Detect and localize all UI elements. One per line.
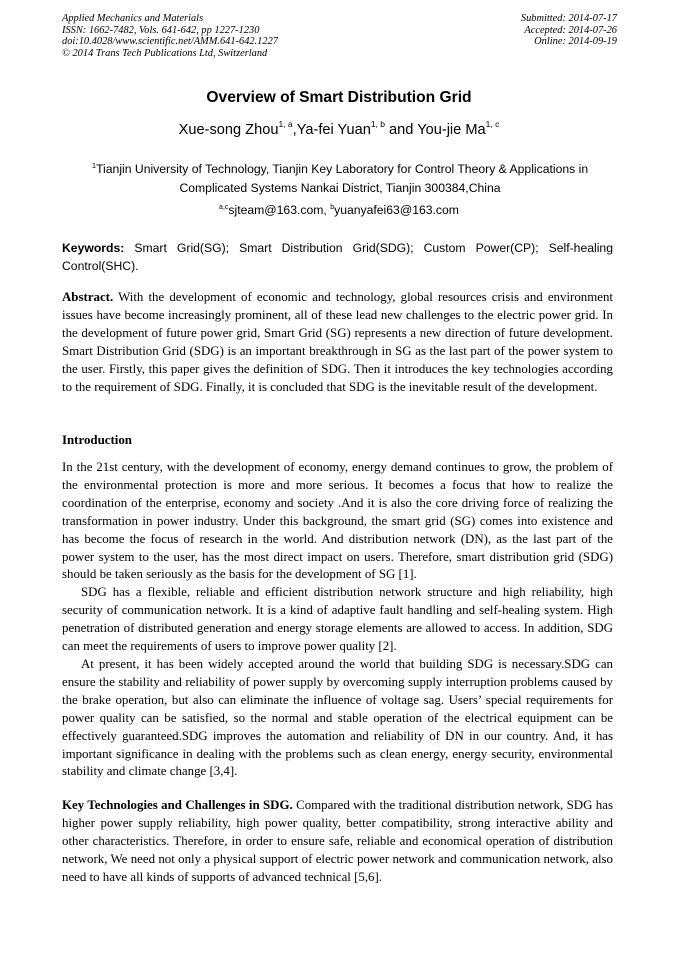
author-name: You-jie Ma xyxy=(417,122,486,138)
paragraph: Compared with the traditional distribution network, SDG has higher power supply reliability, high power quality, better compatibility, strong interactive ability and other characteristics. Therefore, in order to ensure safe, reliable and economical operation of distribution network, We need not only a physical support of electric power network and communication network, also need to have all kinds of supports of advanced technical [5,6]. xyxy=(62,798,613,884)
abstract xyxy=(62,289,613,396)
doi: doi:10.4028/www.scientific.net/AMM.641-642.1227 xyxy=(62,36,278,48)
accepted-date: Accepted: 2014-07-26 xyxy=(524,24,617,36)
email-separator: , xyxy=(323,203,331,217)
introduction-section xyxy=(62,459,613,781)
affiliation xyxy=(62,160,618,198)
submitted-date: Submitted: 2014-07-17 xyxy=(520,13,617,24)
paragraph: In the 21st century, with the development of economy, energy demand continues to grow, the problem of the environmental protection is more and more serious. It becomes a focus that how to realize the coordination of the enterprise, economy and society .And it is also the core driving force of realizing the transformation in power industry. Under this background, the smart grid (SG) comes into existence and has become the focus of research in the world. And distribution network (DN), as the last part of the power system to the user, has the most direct impact on users. Therefore, smart distribution grid (SDG) should be taken seriously as the basis for the development of SG [1]. xyxy=(62,460,613,582)
section-heading-key-technologies: Key Technologies and Challenges in SDG. xyxy=(62,798,293,812)
journal-name: Applied Mechanics and Materials xyxy=(62,13,204,24)
email-link[interactable]: yuanyafei63@163.com xyxy=(334,203,459,217)
affiliation-mark: 1 xyxy=(91,161,97,170)
key-technologies-section xyxy=(62,797,613,887)
keywords-label: Keywords: xyxy=(62,241,125,255)
abstract-text: With the development of economic and technology, global resources crisis and environment issues have become increasingly prominent, all of these lead new challenges to the electric power grid. In the development of future power grid, Smart Grid (SG) represents a new direction of future development. Smart Distribution Grid (SDG) is an important breakthrough in SG as the last part of the power system to the user. Firstly, this paper gives the definition of SDG. Then it introduces the key technologies according to the requirement of SDG. Finally, it is concluded that SDG is the inevitable result of the development. xyxy=(62,290,613,394)
abstract-label: Abstract. xyxy=(62,290,114,304)
copyright: © 2014 Trans Tech Publications Ltd, Switzerland xyxy=(62,47,268,59)
paragraph: At present, it has been widely accepted around the world that building SDG is necessary.SDG can ensure the stability and reliability of power supply by overcoming supply interruption problems caused by the brake operation, but also can eliminate the influence of voltage sag. Users’ special requirements for power quality can be satisfied, so the normal and stable operation of the electrical equipment can be effectively guaranteed.SDG improves the automation and reliability of DN in our country. And, it has important significance in dealing with the problems such as clean energy, energy security, environmental stability and climate change [3,4]. xyxy=(62,656,613,779)
section-heading-introduction: Introduction xyxy=(62,433,132,447)
journal-info xyxy=(62,13,278,59)
author-emails xyxy=(0,203,678,217)
email-mark: b xyxy=(330,204,335,211)
keywords xyxy=(62,240,613,275)
affiliation-line-1: Tianjin University of Technology, Tianjin Key Laboratory for Control Theory & Applications in xyxy=(96,162,589,176)
publication-dates xyxy=(521,13,617,48)
author-affiliation-mark: 1, b xyxy=(370,119,385,129)
author-affiliation-mark: 1, c xyxy=(485,119,500,129)
email-link[interactable]: sjteam@163.com xyxy=(228,203,324,217)
author-name: Xue-song Zhou xyxy=(178,122,279,138)
author-separator: and xyxy=(385,122,418,138)
author-name: Ya-fei Yuan xyxy=(296,122,371,138)
online-date: Online: 2014-09-19 xyxy=(534,36,617,48)
author-list xyxy=(0,119,678,138)
author-separator: , xyxy=(292,122,297,138)
paper-title: Overview of Smart Distribution Grid xyxy=(206,89,472,106)
keywords-text: Smart Grid(SG); Smart Distribution Grid(SDG); Custom Power(CP); Self-healing Control(SHC). xyxy=(62,241,613,273)
affiliation-line-2: Complicated Systems Nankai District, Tianjin 300384,China xyxy=(179,181,501,195)
paragraph: SDG has a flexible, reliable and efficient distribution network structure and high reliability, high security of communication network. It is a kind of adaptive fault handling and self-healing system. High penetration of distributed generation and energy storage elements are allowed to access. In addition, SDG can meet the requirements of users to improve power quality [2]. xyxy=(62,585,613,654)
email-mark: a,c xyxy=(219,204,229,211)
author-affiliation-mark: 1, a xyxy=(278,119,293,129)
issn: ISSN: 1662-7482, Vols. 641-642, pp 1227-1230 xyxy=(62,24,260,36)
